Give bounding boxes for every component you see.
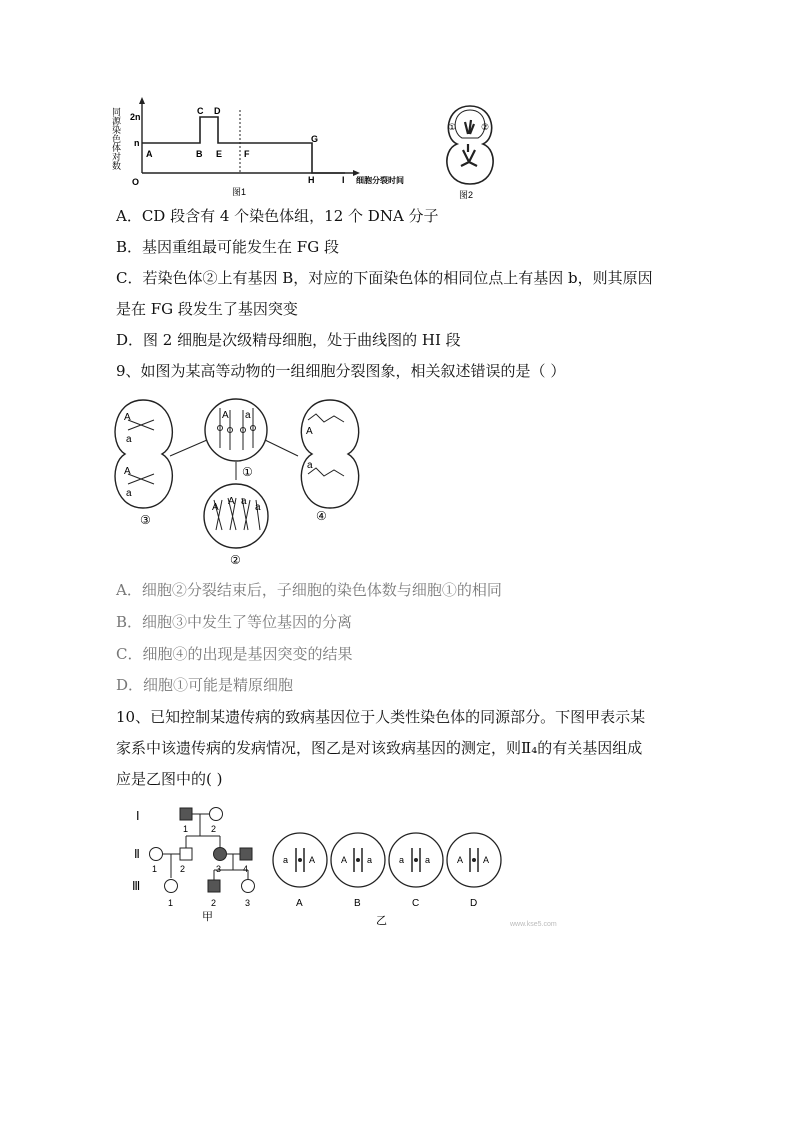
svg-text:3: 3 <box>216 864 222 874</box>
q9-option-b: B．细胞③中发生了等位基因的分离 <box>116 613 353 631</box>
yi-A-letter: A <box>296 898 303 909</box>
svg-text:3: 3 <box>245 898 251 908</box>
yi-D-letter: D <box>470 898 478 909</box>
pedigree-gen-I: Ⅰ <box>136 809 140 823</box>
q9-figure <box>110 392 370 572</box>
fig1-point-I: I <box>342 175 345 185</box>
yi-caption: 乙 <box>376 915 387 927</box>
yi-C-right-gene: a <box>425 855 431 865</box>
q10-stem-line3: 应是乙图中的( ) <box>116 770 223 788</box>
fig1-point-A: A <box>146 149 153 159</box>
q8-option-c-line1: C．若染色体②上有基因 B，对应的下面染色体的相同位点上有基因 b，则其原因 <box>116 269 653 287</box>
fig1-xlabel: 细胞分裂时间 <box>356 176 404 185</box>
q9-option-a: A．细胞②分裂结束后，子细胞的染色体数与细胞①的相同 <box>116 581 502 599</box>
fig1-point-E: E <box>216 149 223 159</box>
q9-stem: 9、如图为某高等动物的一组细胞分裂图象，相关叙述错误的是（ ） <box>116 362 566 380</box>
pedigree-II1 <box>150 848 163 861</box>
q9-cell3-gene-a-top: a <box>126 434 132 445</box>
svg-text:2: 2 <box>211 824 217 834</box>
yi-D-left-gene: A <box>457 855 464 865</box>
pedigree-III2 <box>208 880 220 892</box>
yi-option-D <box>447 833 501 909</box>
pedigree-caption: 甲 <box>202 911 213 923</box>
yi-A-right-gene: A <box>309 855 316 865</box>
yi-option-A <box>273 833 327 909</box>
q9-cell3-gene-A-top: A <box>124 412 131 423</box>
fig1-ylabel: 同源染色体对数 <box>111 107 121 170</box>
svg-text:4: 4 <box>243 864 249 874</box>
yi-D-right-gene: A <box>483 855 490 865</box>
pedigree-III3 <box>242 880 255 893</box>
figure-1-chart <box>110 95 420 200</box>
svg-text:1: 1 <box>152 864 158 874</box>
q9-cell4-gene-A: A <box>306 426 313 437</box>
q9-cell-4 <box>301 400 358 508</box>
q9-cell-1-label: ① <box>242 465 253 479</box>
pedigree-II2 <box>180 848 192 860</box>
q9-cell1-gene-a: a <box>245 410 251 421</box>
yi-option-B <box>331 833 385 909</box>
q9-cell1-gene-A: A <box>222 410 229 421</box>
fig2-caption: 图2 <box>459 190 474 200</box>
q9-cell2-gene-A-1: A <box>212 502 219 513</box>
q8-option-a: A．CD 段含有 4 个染色体组，12 个 DNA 分子 <box>116 207 439 225</box>
q9-cell-1 <box>205 399 267 461</box>
pedigree-gen-III: Ⅲ <box>132 879 141 893</box>
q10-stem-line2: 家系中该遗传病的发病情况，图乙是对该致病基因的测定，则Ⅱ₄的有关基因组成 <box>116 739 643 757</box>
q9-cell2-gene-a-2: a <box>255 502 261 513</box>
pedigree-II4 <box>240 848 252 860</box>
fig1-point-G: G <box>311 134 319 144</box>
q9-cell2-gene-a-1: a <box>241 496 247 507</box>
q8-option-b: B．基因重组最可能发生在 FG 段 <box>116 238 339 256</box>
yi-B-right-gene: a <box>367 855 373 865</box>
svg-text:1: 1 <box>183 824 189 834</box>
q10-figure <box>130 800 580 930</box>
yi-B-letter: B <box>354 898 361 909</box>
q9-cell4-gene-a: a <box>307 460 313 471</box>
figure-2-cell <box>435 100 505 205</box>
watermark: www.kse5.com <box>510 921 557 928</box>
fig1-point-H: H <box>308 175 315 185</box>
q9-cell-2-label: ② <box>230 553 241 567</box>
pedigree-III1 <box>165 880 178 893</box>
q9-option-c: C．细胞④的出现是基因突变的结果 <box>116 645 353 663</box>
q9-cell-3-label: ③ <box>140 513 151 527</box>
q10-stem-line1: 10、已知控制某遗传病的致病基因位于人类性染色体的同源部分。下图甲表示某 <box>116 708 646 726</box>
pedigree-I1 <box>180 808 192 820</box>
yi-C-letter: C <box>412 898 420 909</box>
pedigree-II3 <box>214 848 227 861</box>
fig1-tick-n: n <box>134 138 140 148</box>
pedigree-I2 <box>210 808 223 821</box>
svg-text:2: 2 <box>180 864 186 874</box>
q8-option-d: D．图 2 细胞是次级精母细胞，处于曲线图的 HI 段 <box>116 331 461 349</box>
q9-cell-4-label: ④ <box>316 509 327 523</box>
fig1-curve <box>142 117 345 173</box>
yi-B-left-gene: A <box>341 855 348 865</box>
q9-option-d: D．细胞①可能是精原细胞 <box>116 676 294 694</box>
fig1-tick-2n: 2n <box>130 112 141 122</box>
fig1-caption: 图1 <box>232 187 247 197</box>
q9-cell2-gene-A-2: A <box>228 496 235 507</box>
svg-text:2: 2 <box>211 898 217 908</box>
fig1-point-C: C <box>197 106 204 116</box>
yi-C-left-gene: a <box>399 855 405 865</box>
q9-cell3-gene-a-bottom: a <box>126 488 132 499</box>
q8-option-c-line2: 是在 FG 段发生了基因突变 <box>116 300 298 318</box>
fig2-mark-1: ① <box>448 122 457 132</box>
pedigree-gen-II: Ⅱ <box>134 847 140 861</box>
q9-cell3-gene-A-bottom: A <box>124 466 131 477</box>
fig2-mark-2: ② <box>481 122 490 132</box>
yi-option-C <box>389 833 443 909</box>
fig1-point-F: F <box>244 149 250 159</box>
fig1-point-B: B <box>196 149 203 159</box>
yi-A-left-gene: a <box>283 855 289 865</box>
fig1-point-D: D <box>214 106 221 116</box>
svg-text:1: 1 <box>168 898 174 908</box>
fig1-origin: O <box>132 177 140 187</box>
